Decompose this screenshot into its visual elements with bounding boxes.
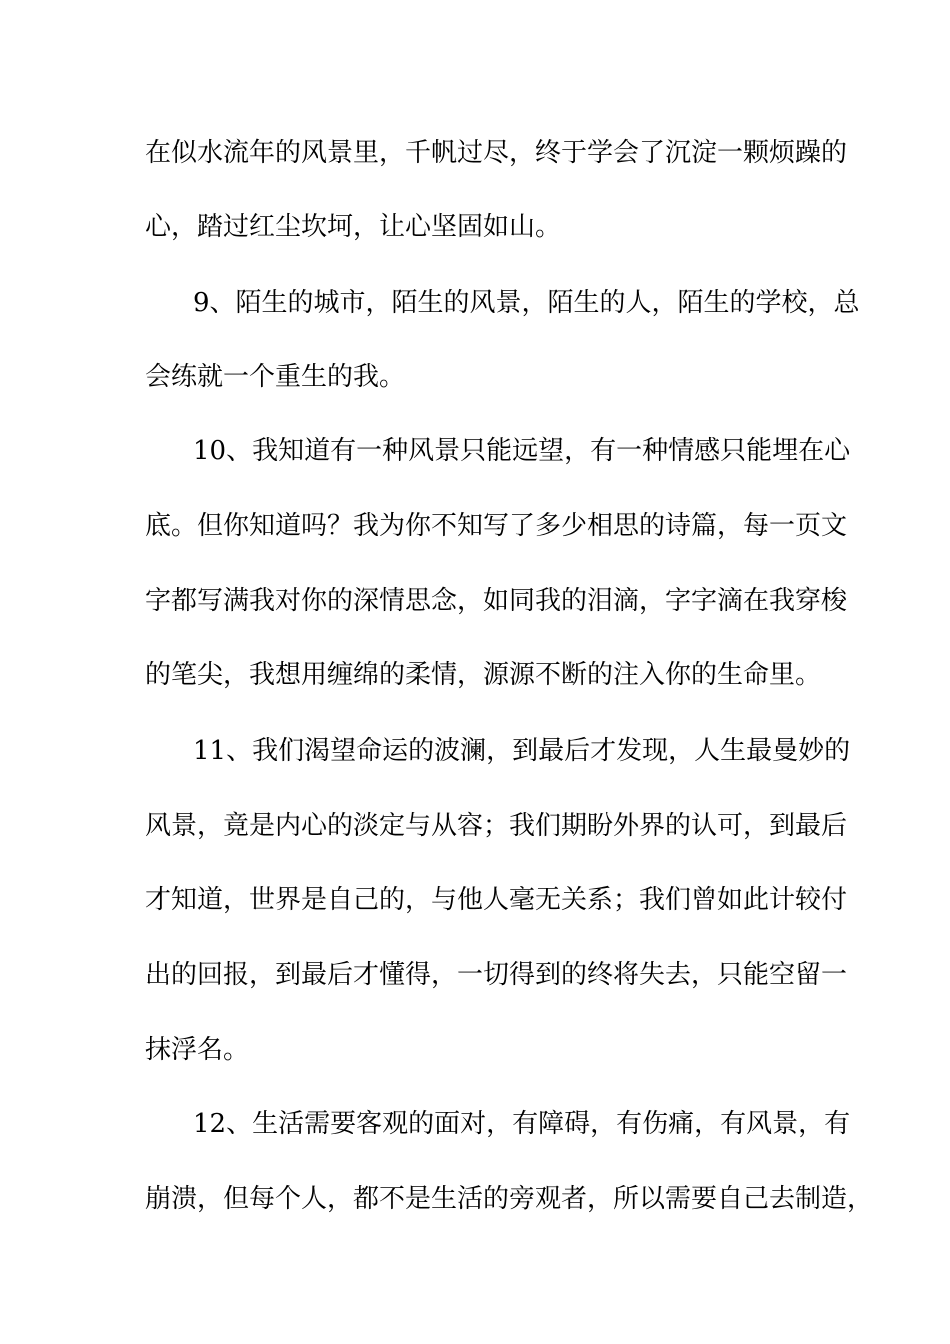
text-line: 9、陌生的城市，陌生的风景，陌生的人，陌生的学校，总 <box>193 288 860 318</box>
text-line: 崩溃，但每个人，都不是生活的旁观者，所以需要自己去制造， <box>145 1184 874 1214</box>
text-line: 字都写满我对你的深情思念，如同我的泪滴，字字滴在我穿梭 <box>145 586 848 616</box>
text-line: 出的回报，到最后才懂得，一切得到的终将失去，只能空留一 <box>145 960 848 990</box>
text-line: 10、我知道有一种风景只能远望，有一种情感只能埋在心 <box>193 436 851 466</box>
text-line: 才知道，世界是自己的，与他人毫无关系；我们曾如此计较付 <box>145 885 848 915</box>
text-line: 11、我们渴望命运的波澜，到最后才发现，人生最曼妙的 <box>193 736 851 766</box>
text-line: 抹浮名。 <box>145 1035 250 1065</box>
text-line: 的笔尖，我想用缠绵的柔情，源源不断的注入你的生命里。 <box>145 660 822 690</box>
text-line: 在似水流年的风景里，千帆过尽，终于学会了沉淀一颗烦躁的 <box>145 138 848 168</box>
text-line: 风景，竟是内心的淡定与从容；我们期盼外界的认可，到最后 <box>145 811 848 841</box>
text-line: 会练就一个重生的我。 <box>145 362 406 392</box>
text-line: 底。但你知道吗？我为你不知写了多少相思的诗篇，每一页文 <box>145 511 848 541</box>
text-line: 心，踏过红尘坎坷，让心坚固如山。 <box>145 212 562 242</box>
text-line: 12、生活需要客观的面对，有障碍，有伤痛，有风景，有 <box>193 1109 851 1139</box>
